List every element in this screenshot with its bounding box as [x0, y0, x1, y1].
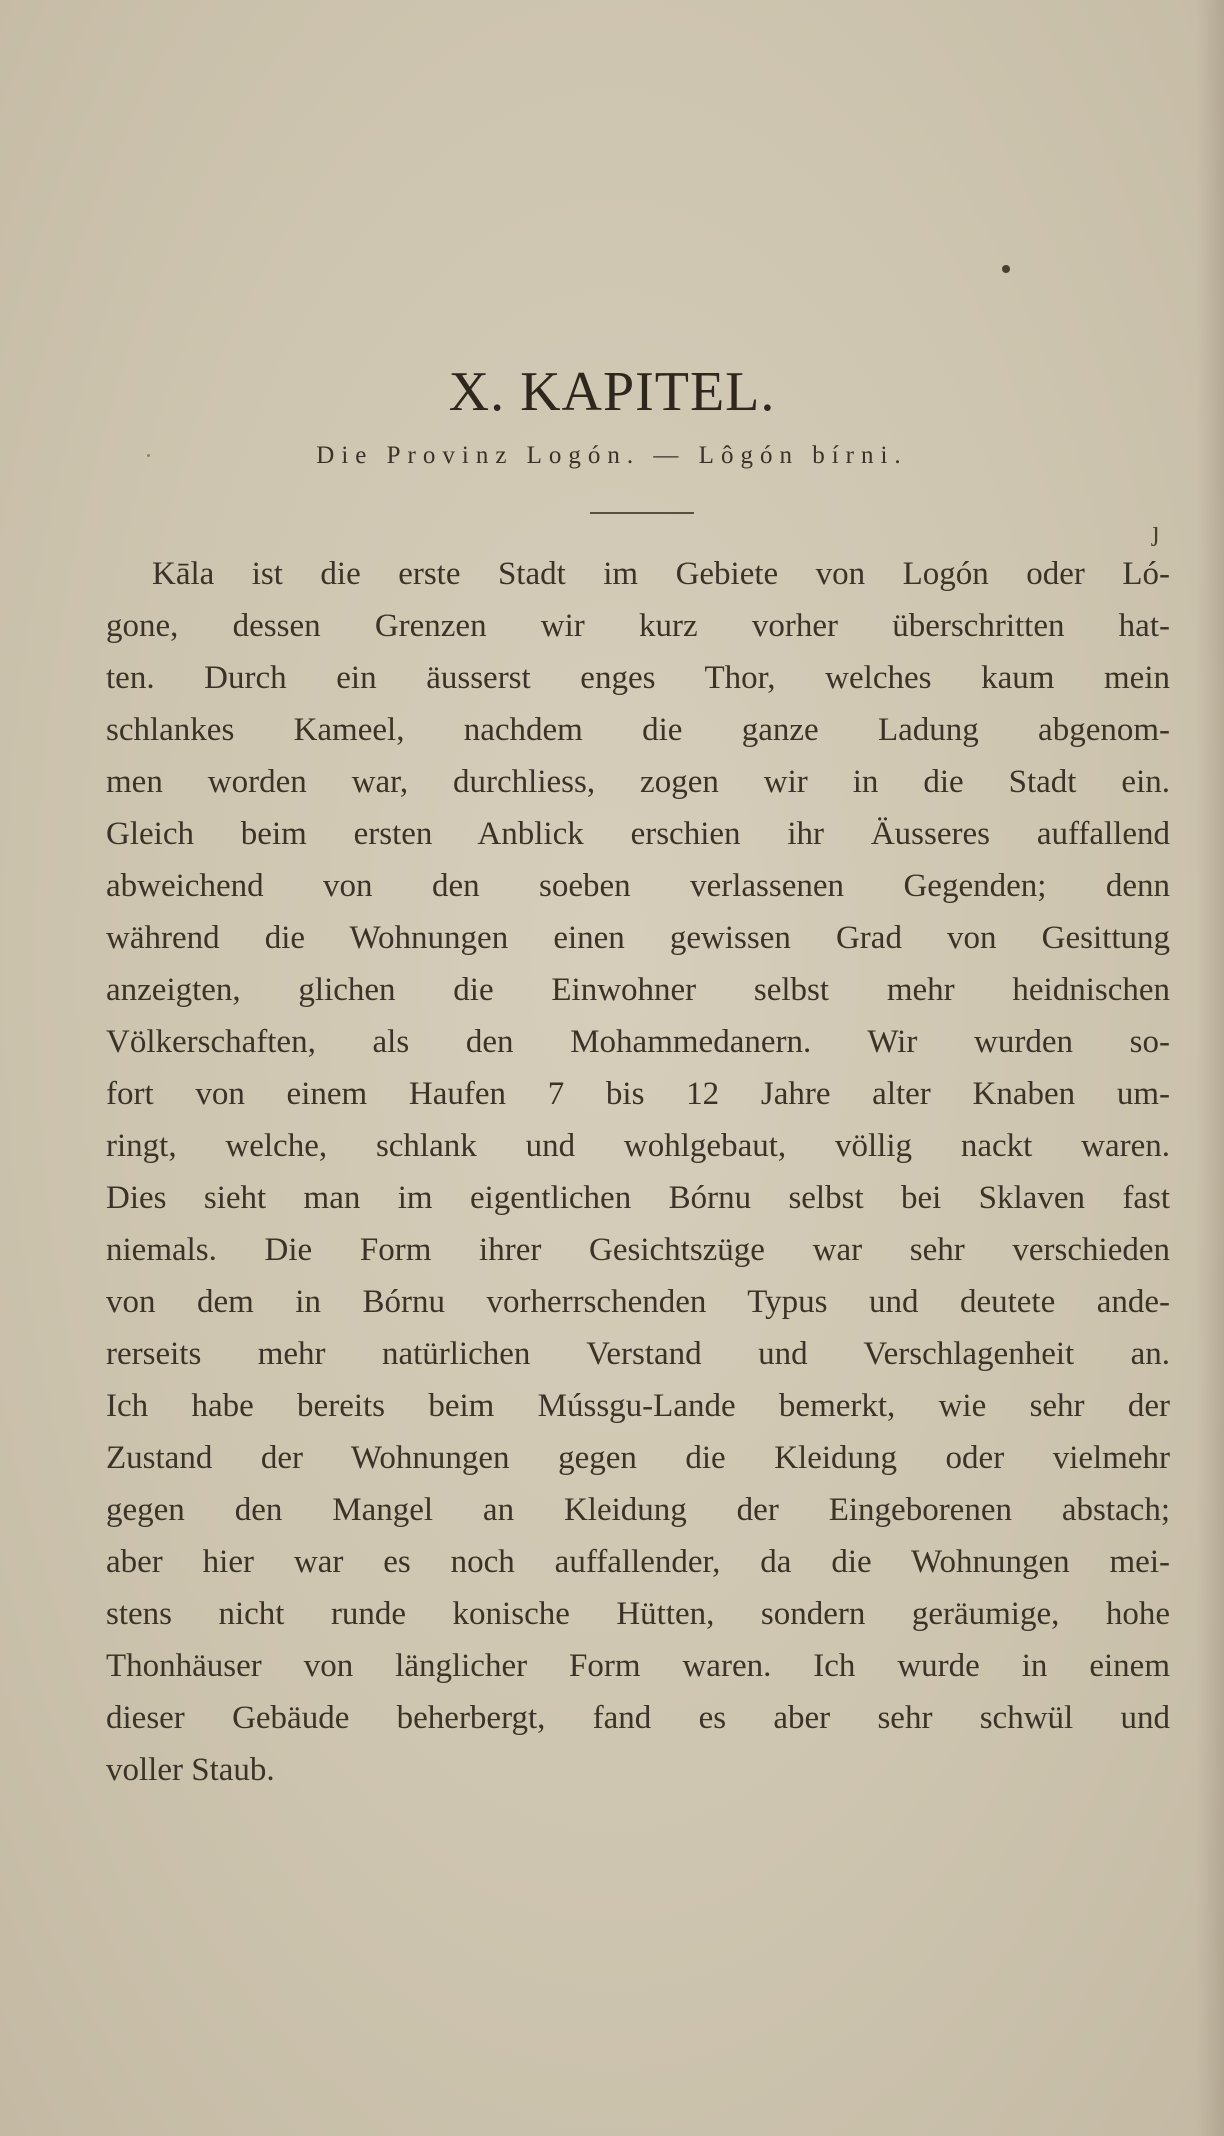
- paragraph-line: rerseits mehr natürlichen Verstand und Verschlagenheit an.: [106, 1336, 1170, 1372]
- paragraph-line: dieser Gebäude beherbergt, fand es aber sehr schwül und: [106, 1700, 1170, 1736]
- paragraph-line: Ich habe bereits beim Mússgu-Lande bemerkt, wie sehr der: [106, 1388, 1170, 1424]
- paragraph-line: gegen den Mangel an Kleidung der Eingeborenen abstach;: [106, 1492, 1170, 1528]
- paragraph-line: Kāla ist die erste Stadt im Gebiete von Logón oder Ló-: [152, 556, 1170, 592]
- title-divider: [590, 512, 694, 514]
- paragraph-line: stens nicht runde konische Hütten, sondern geräumige, hohe: [106, 1596, 1170, 1632]
- paragraph-line: Völkerschaften, als den Mohammedanern. Wir wurden so-: [106, 1024, 1170, 1060]
- paragraph-line: aber hier war es noch auffallender, da die Wohnungen mei-: [106, 1544, 1170, 1580]
- paragraph-line: gone, dessen Grenzen wir kurz vorher überschritten hat-: [106, 608, 1170, 644]
- chapter-paragraph: [106, 548, 1170, 1796]
- margin-mark: ȷ: [1152, 516, 1160, 547]
- paragraph-line: Thonhäuser von länglicher Form waren. Ich wurde in einem: [106, 1648, 1170, 1684]
- paragraph-line: während die Wohnungen einen gewissen Grad von Gesittung: [106, 920, 1170, 956]
- page-edge-shadow: [1196, 0, 1224, 2136]
- paragraph-line: niemals. Die Form ihrer Gesichtszüge war sehr verschieden: [106, 1232, 1170, 1268]
- paragraph-line: abweichend von den soeben verlassenen Gegenden; denn: [106, 868, 1170, 904]
- chapter-subtitle: Die Provinz Logón. — Lôgón bírni.: [316, 442, 908, 469]
- ink-speck: [1002, 265, 1010, 273]
- paragraph-line: anzeigten, glichen die Einwohner selbst mehr heidnischen: [106, 972, 1170, 1008]
- paragraph-line: fort von einem Haufen 7 bis 12 Jahre alter Knaben um-: [106, 1076, 1170, 1112]
- paragraph-line: ten. Durch ein äusserst enges Thor, welches kaum mein: [106, 660, 1170, 696]
- chapter-title: X. KAPITEL.: [448, 361, 776, 423]
- paragraph-line: schlankes Kameel, nachdem die ganze Ladung abgenom-: [106, 712, 1170, 748]
- paragraph-line: voller Staub.: [106, 1752, 275, 1788]
- paragraph-line: Zustand der Wohnungen gegen die Kleidung oder vielmehr: [106, 1440, 1170, 1476]
- paragraph-line: Gleich beim ersten Anblick erschien ihr Äusseres auffallend: [106, 816, 1170, 852]
- paragraph-line: men worden war, durchliess, zogen wir in die Stadt ein.: [106, 764, 1170, 800]
- paragraph-line: von dem in Bórnu vorherrschenden Typus und deutete ande-: [106, 1284, 1170, 1320]
- paragraph-line: Dies sieht man im eigentlichen Bórnu selbst bei Sklaven fast: [106, 1180, 1170, 1216]
- paragraph-line: ringt, welche, schlank und wohlgebaut, völlig nackt waren.: [106, 1128, 1170, 1164]
